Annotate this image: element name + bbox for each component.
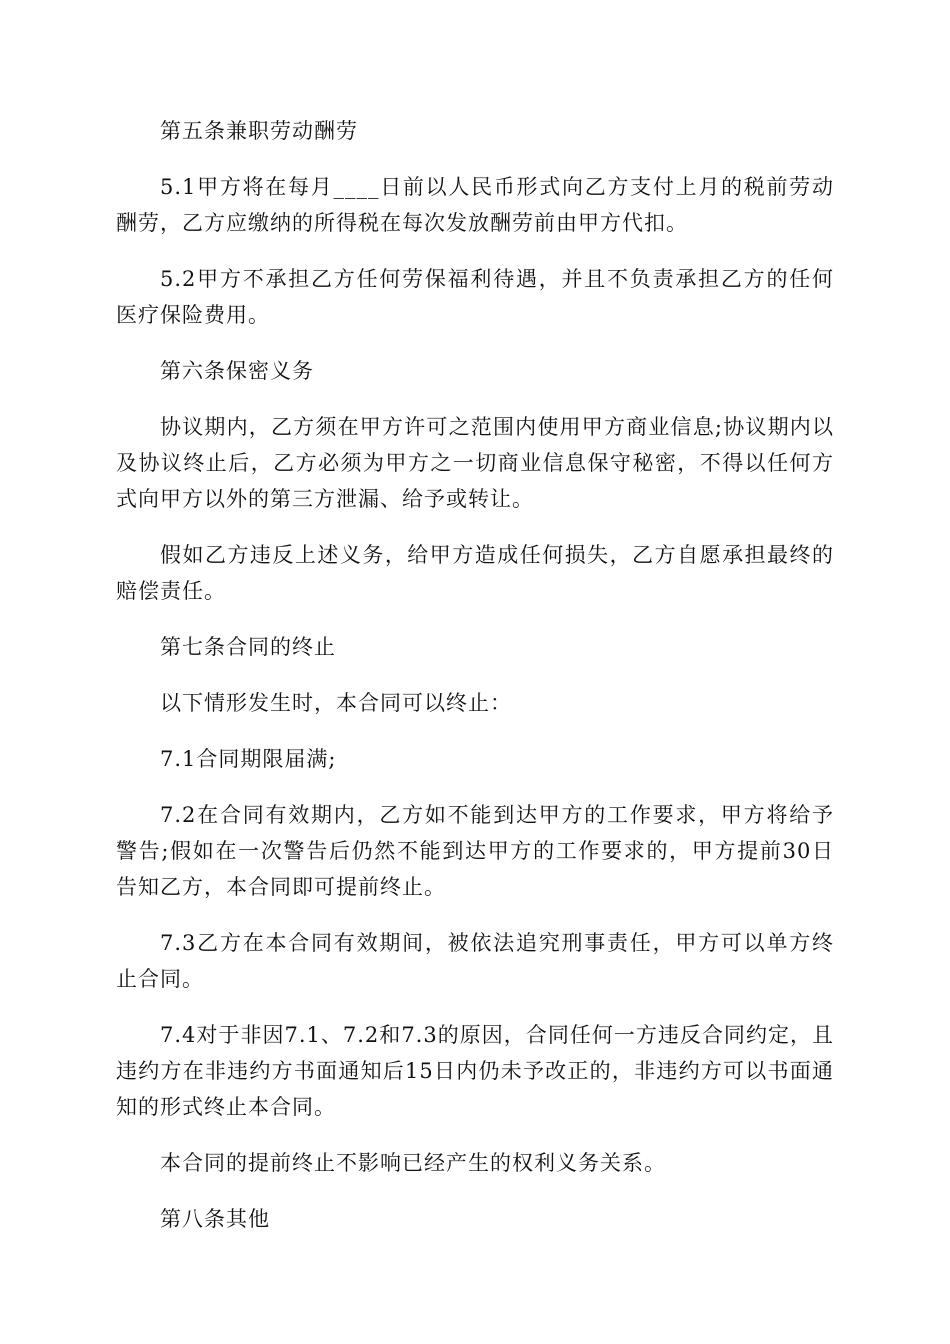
clause-5-1: 5.1甲方将在每月____日前以人民币形式向乙方支付上月的税前劳动酬劳，乙方应缴纳的所得税在每次发放酬劳前由甲方代扣。 — [116, 175, 834, 235]
confidentiality-paragraph: 协议期内，乙方须在甲方许可之范围内使用甲方商业信息;协议期内以及协议终止后，乙方必须为甲方之一切商业信息保守秘密，不得以任何方式向甲方以外的第三方泄漏、给予或转让。 — [116, 415, 834, 511]
clause-7-2: 7.2在合同有效期内，乙方如不能到达甲方的工作要求，甲方将给予警告;假如在一次警告后仍然不能到达甲方的工作要求的，甲方提前30日告知乙方，本合同即可提前终止。 — [116, 803, 834, 899]
article-6-heading: 第六条保密义务 — [160, 359, 314, 383]
early-termination-note: 本合同的提前终止不影响已经产生的权利义务关系。 — [160, 1151, 666, 1175]
clause-7-3: 7.3乙方在本合同有效期间，被依法追究刑事责任，甲方可以单方终止合同。 — [116, 931, 834, 991]
article-7-heading: 第七条合同的终止 — [160, 635, 336, 659]
article-8-heading: 第八条其他 — [160, 1207, 270, 1231]
clause-7-4: 7.4对于非因7.1、7.2和7.3的原因，合同任何一方违反合同约定，且违约方在非违约方书面通知后15日内仍未予改正的，非违约方可以书面通知的形式终止本合同。 — [116, 1023, 834, 1119]
termination-intro: 以下情形发生时，本合同可以终止： — [160, 691, 512, 715]
liability-paragraph: 假如乙方违反上述义务，给甲方造成任何损失，乙方自愿承担最终的赔偿责任。 — [116, 543, 834, 603]
clause-5-2: 5.2甲方不承担乙方任何劳保福利待遇，并且不负责承担乙方的任何医疗保险费用。 — [116, 267, 834, 327]
article-5-heading: 第五条兼职劳动酬劳 — [160, 119, 358, 143]
clause-7-1: 7.1合同期限届满; — [160, 747, 337, 771]
